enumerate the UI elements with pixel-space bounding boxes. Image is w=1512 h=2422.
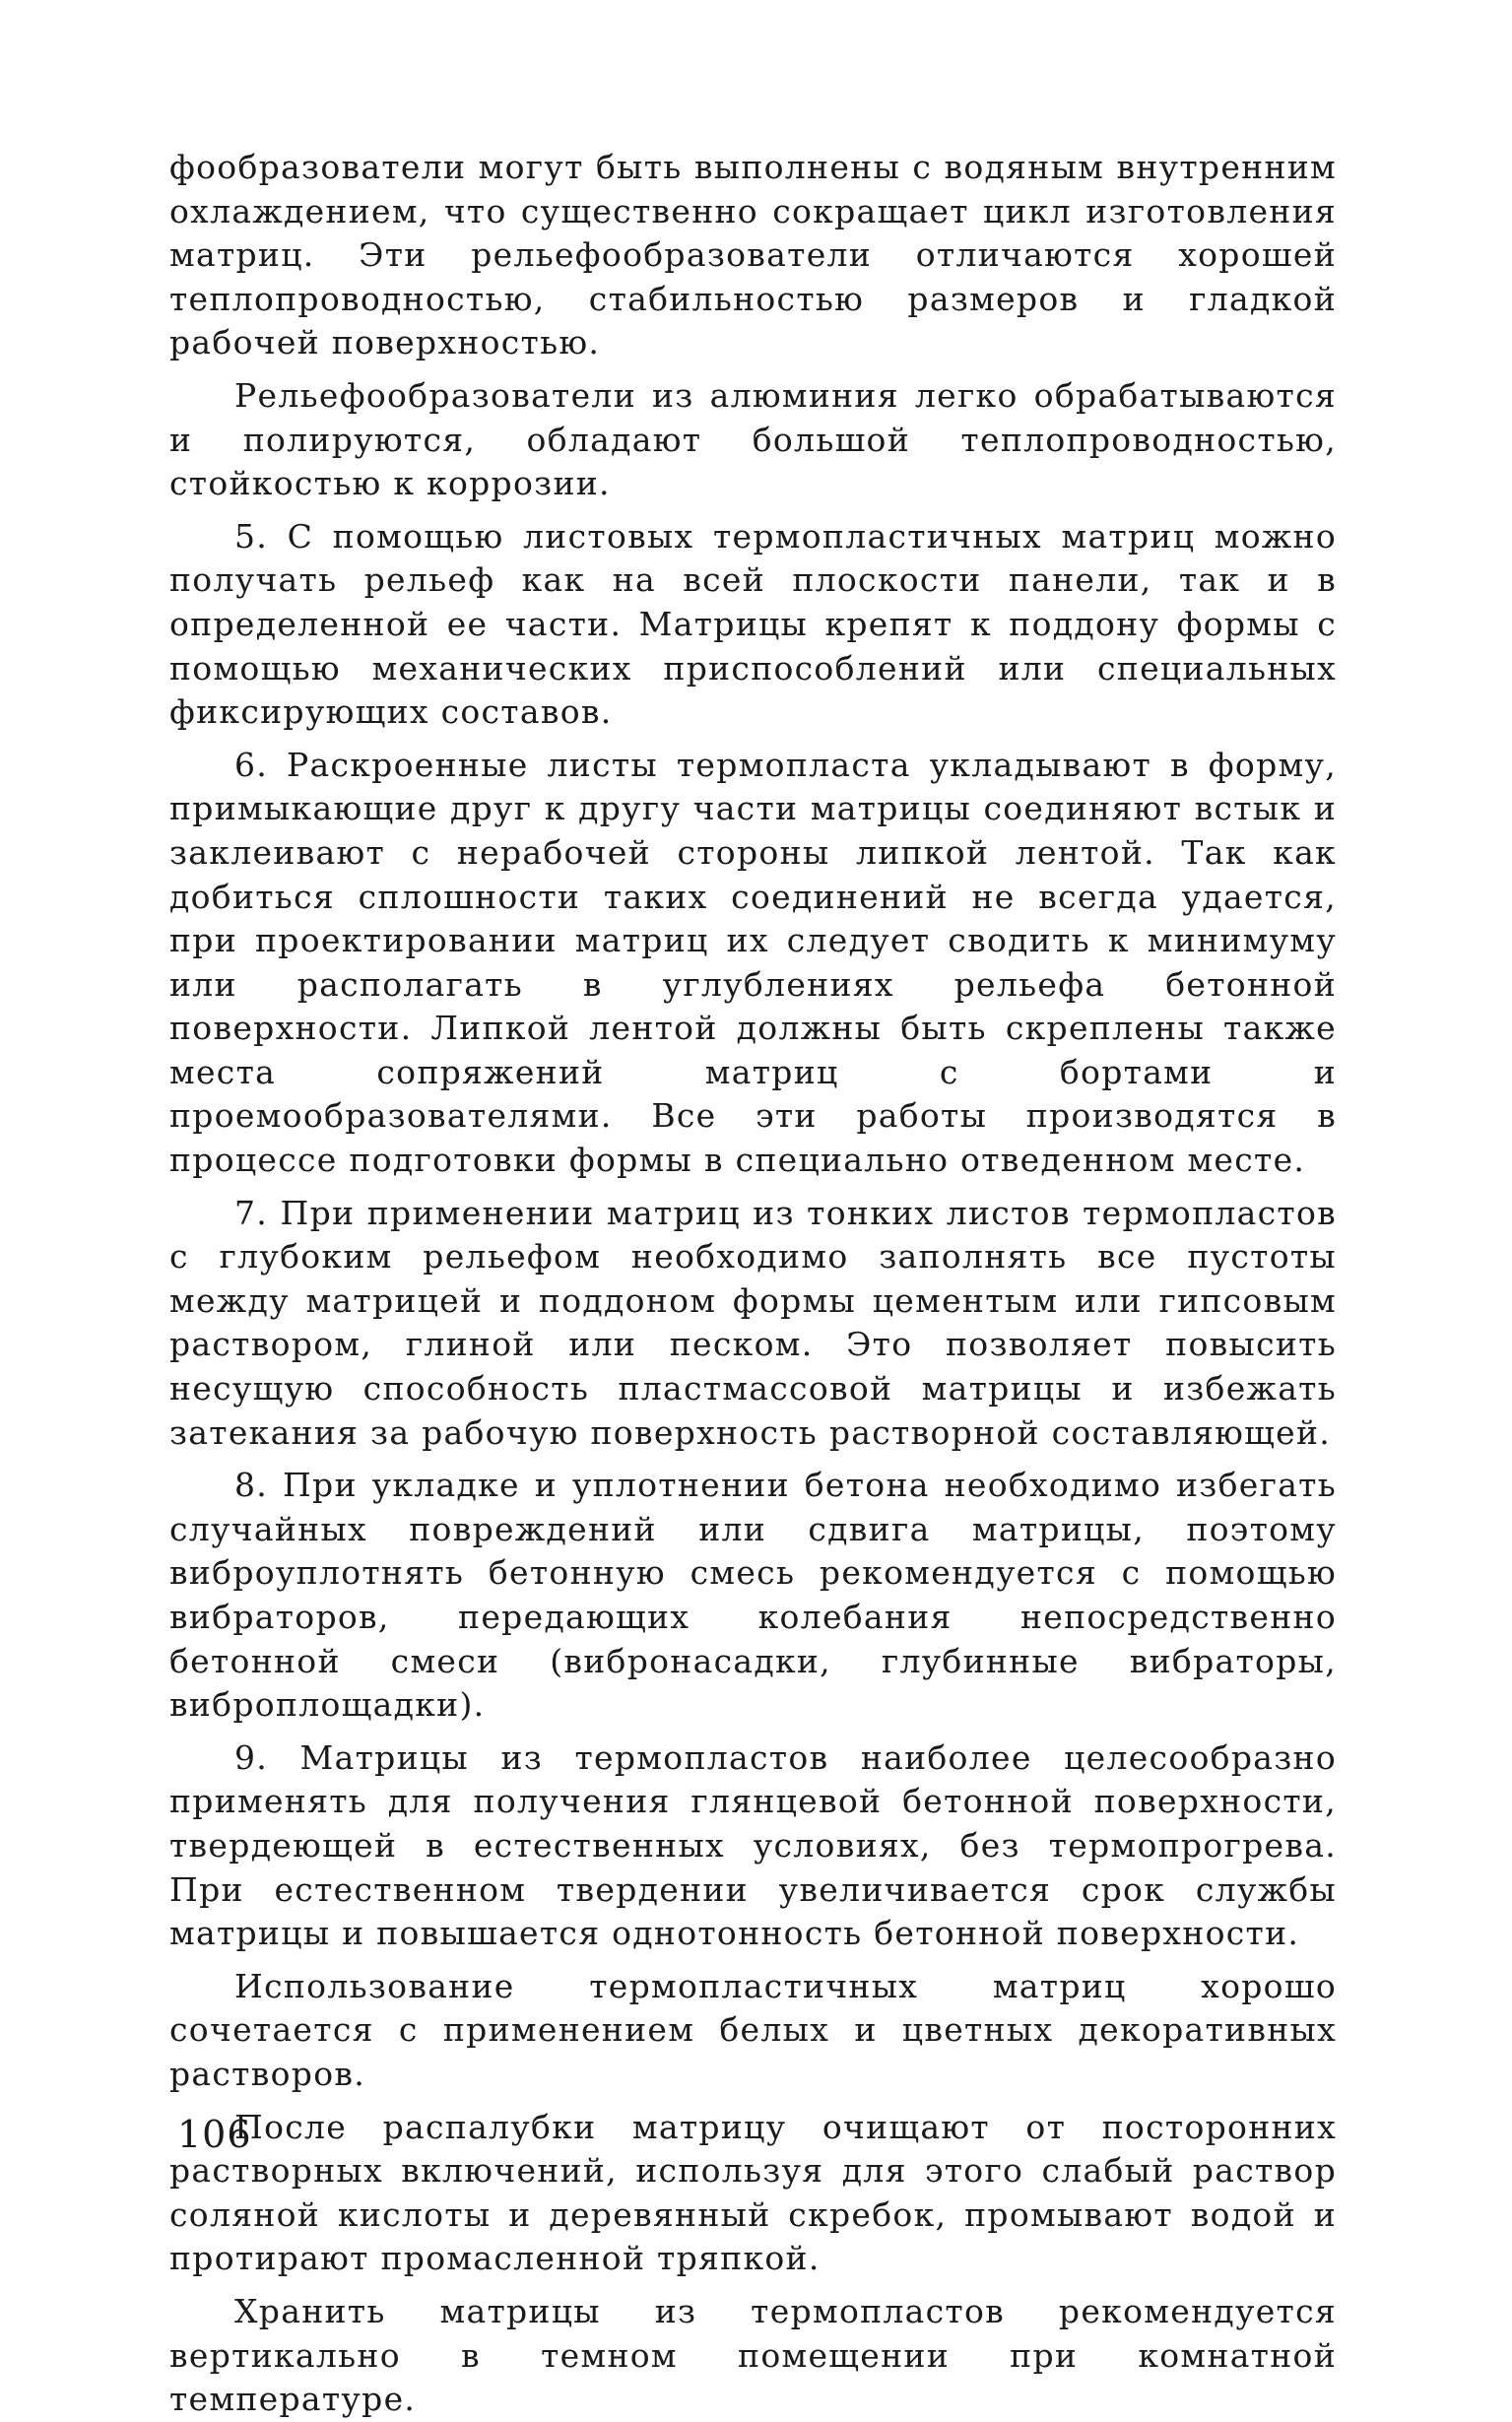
paragraph-item-6: 6. Раскроенные листы термопласта укладывают в форму, примыкающие друг к другу части матрицы соединяют встык и заклеивают с нерабочей стороны липкой лентой. Так как добиться сплошности таких соединений не всегда удается, при проектировании матриц их следует сводить к минимуму или располагать в углублениях рельефа бетонной поверхности. Липкой лентой должны быть скреплены также места сопряжений матриц с бортами и проемообразователями. Все эти работы производятся в процессе подготовки формы в специально отведенном месте. [169, 745, 1337, 1180]
paragraph-item-8: 8. При укладке и уплотнении бетона необходимо избегать случайных повреждений или сдвига матрицы, поэтому виброуплотнять бетонную смесь рекомендуется с помощью вибраторов, передающих колебания непосредственно бетонной смеси (вибронасадки, глубинные вибраторы, виброплощадки). [169, 1466, 1337, 1725]
paragraph-aluminium-relief: Рельефообразователи из алюминия легко обрабатываются и полируются, обладают большой теплопроводностью, стойкостью к коррозии. [169, 375, 1337, 503]
paragraph-storage: Хранить матрицы из термопластов рекомендуется вертикально в темном помещении при комнатной температуре. [169, 2291, 1337, 2419]
page-text-block [169, 146, 1337, 2422]
paragraph-item-7: 7. При применении матриц из тонких листов термопластов с глубоким рельефом необходимо заполнять все пустоты между матрицей и поддоном формы цементым или гипсовым раствором, глиной или песком. Это позволяет повысить несущую способность пластмассовой матрицы и избежать затекания за рабочую поверхность растворной составляющей. [169, 1193, 1337, 1452]
page-number: 106 [177, 2113, 252, 2156]
paragraph-cleaning: После распалубки матрицу очищают от посторонних растворных включений, используя для этого слабый раствор соляной кислоты и деревянный скребок, промывают водой и протирают промасленной тряпкой. [169, 2107, 1337, 2278]
paragraph-item-9: 9. Матрицы из термопластов наиболее целесообразно применять для получения глянцевой бетонной поверхности, твердеющей в естественных условиях, без термопрогрева. При естественном твердении увеличивается срок службы матрицы и повышается однотонность бетонной поверхности. [169, 1737, 1337, 1953]
paragraph-item-5: 5. С помощью листовых термопластичных матриц можно получать рельеф как на всей плоскости панели, так и в определенной ее части. Матрицы крепят к поддону формы с помощью механических приспособлений или специальных фиксирующих составов. [169, 516, 1337, 732]
paragraph-decorative-mortars: Использование термопластичных матриц хорошо сочетается с применением белых и цветных декоративных растворов. [169, 1966, 1337, 2093]
paragraph-continuation: фообразователи могут быть выполнены с водяным внутренним охлаждением, что существенно сокращает цикл изготовления матриц. Эти рельефообразователи отличаются хорошей теплопроводностью, стабильностью размеров и гладкой рабочей поверхностью. [169, 148, 1337, 362]
